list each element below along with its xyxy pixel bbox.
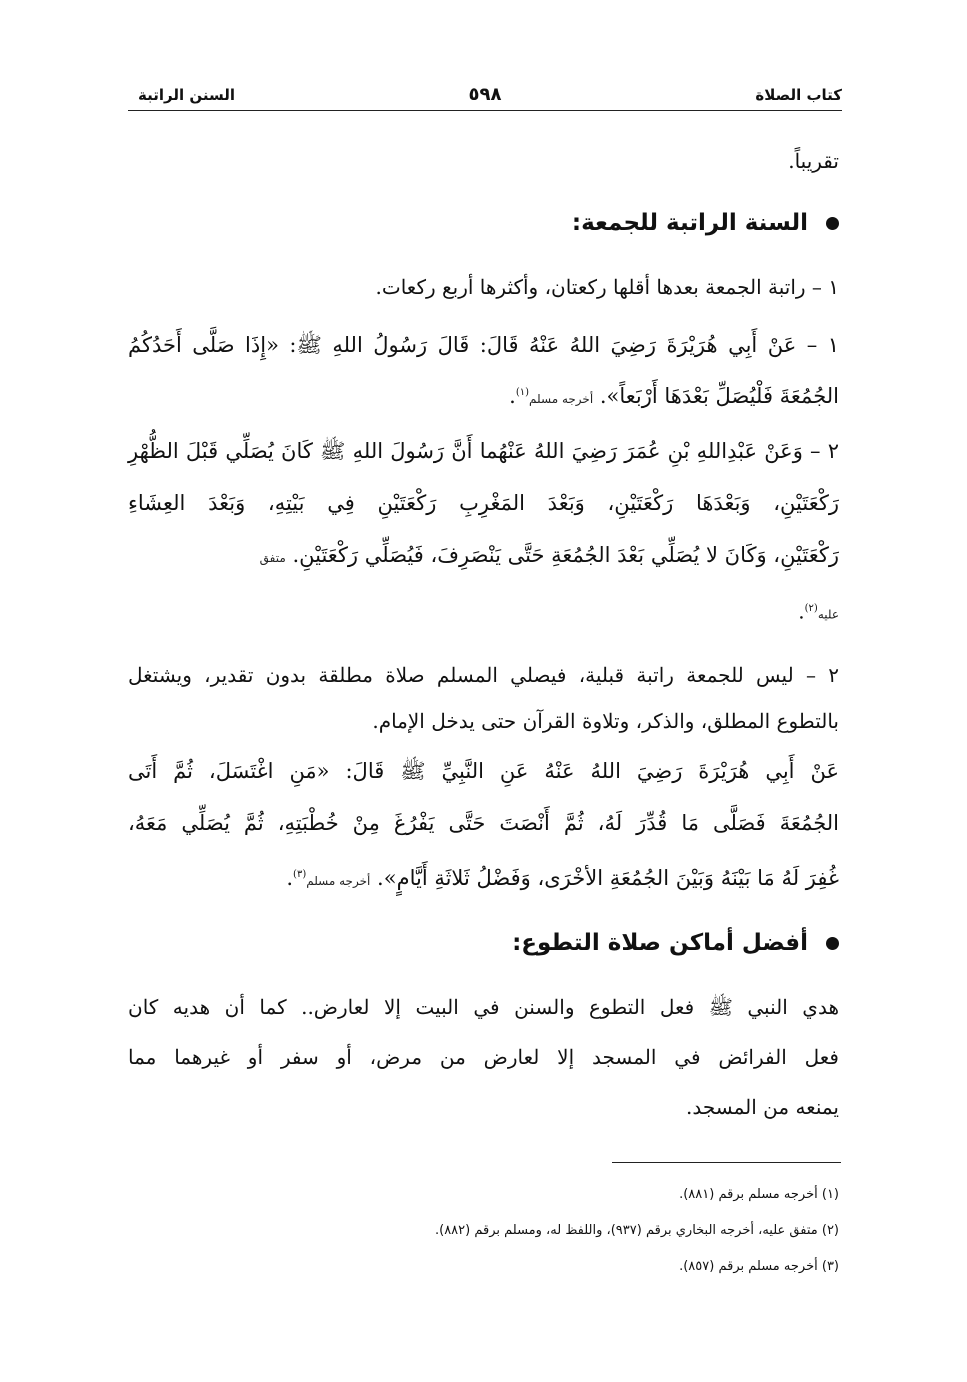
hadith-1-text: الجُمُعَةَ فَلْيُصَلِّ بَعْدَهَا أَرْبَعاً». — [599, 384, 839, 408]
hadith-2-source-a: متفق — [259, 551, 286, 565]
hadith-3-line-3: غُفِرَ لَهُ مَا بَيْنَهُ وَبَيْنَ الجُمُعَةِ الأخْرَى، وَفَضْلُ ثَلاثَةِ أَيَّامٍ». أخرجه مسلم$^{(٣)}$. — [286, 866, 839, 890]
page-number: ٥٩٨ — [468, 84, 502, 105]
bullet-icon — [826, 217, 839, 230]
section-heading-juma — [128, 208, 839, 238]
hadith-2-line-4: عليه$^{(٢)}$. — [798, 599, 839, 624]
hadith-2-line-1: ٢ – وَعَنْ عَبْدِاللهِ بْنِ عُمَرَ رَضِيَ اللهُ عَنْهُما أَنَّ رَسُولَ اللهِ ﷺ كَانَ يُصَلِّي قَبْلَ الظُّهْرِ — [128, 439, 839, 463]
footnote-ref-2: (٢) — [804, 603, 818, 614]
paragraph-line-3: يمنعه من المسجد. — [685, 1095, 839, 1119]
footnote-1: (١) أخرجه مسلم برقم (٨٨١). — [679, 1187, 839, 1202]
hadith-1-line-2: الجُمُعَةَ فَلْيُصَلِّ بَعْدَهَا أَرْبَعاً». أخرجه مسلم$^{(١)}$. — [509, 384, 839, 408]
page-header — [128, 84, 842, 111]
paragraph-line-1: هدي النبي ﷺ فعل التطوع والسنن في البيت إلا لعارض.. كما أن هديه كان — [128, 995, 839, 1019]
footnote-divider — [612, 1162, 841, 1163]
hadith-3-source: أخرجه مسلم — [306, 874, 371, 888]
bullet-icon — [826, 937, 839, 950]
hadith-2-line-2: رَكْعَتَيْنِ، وَبَعْدَهَا رَكْعَتَيْنِ، وَبَعْدَ المَغْرِبِ رَكْعَتَيْنِ فِي بَيْتِهِ، وَبَعْدَ العِشَاءِ — [128, 491, 839, 515]
footnote-3: (٣) أخرجه مسلم برقم (٨٥٧). — [679, 1259, 839, 1274]
footnote-ref-1: (١) — [515, 387, 530, 398]
footnote-ref-3: (٣) — [293, 869, 307, 880]
footnote-2: (٢) متفق عليه، أخرجه البخاري برقم (٩٣٧)، واللفظ له، ومسلم برقم (٨٨٢). — [434, 1223, 839, 1238]
chapter-title: السنن الراتبة — [138, 86, 235, 104]
hadith-1-line-1: ١ – عَنْ أَبِي هُرَيْرَةَ رَضِيَ اللهُ عَنْهُ قَالَ: قَالَ رَسُولُ اللهِ ﷺ: «إِذَا صَلَّى أَحَدُكُمُ — [128, 333, 839, 357]
paragraph-line-2: فعل الفرائض في المسجد إلا لعارض من مرض، أو سفر أو غيرهما مما — [128, 1045, 839, 1069]
heading-text: أفضل أماكن صلاة التطوع: — [512, 930, 808, 956]
point-1: ١ – راتبة الجمعة بعدها أقلها ركعتان، وأكثرها أربع ركعات. — [375, 275, 839, 299]
hadith-2-text: رَكْعَتَيْنِ، وَكَانَ لا يُصَلِّي بَعْدَ الجُمُعَةِ حَتَّى يَنْصَرِفَ، فَيُصَلِّي رَكْعَتَيْنِ. — [292, 543, 839, 567]
hadith-2-line-3 — [128, 540, 839, 573]
hadith-3-line-1: عَنْ أَبِي هُرَيْرَةَ رَضِيَ اللهُ عَنْهُ عَنِ النَّبِيِّ ﷺ قَالَ: «مَنِ اغْتَسَلَ، ثُمَّ أَتَى — [128, 759, 839, 783]
point-2-line-1: ٢ – ليس للجمعة راتبة قبلية، فيصلي المسلم صلاة مطلقة بدون تقدير، ويشتغل — [128, 663, 839, 687]
point-2-line-2: بالتطوع المطلق، والذكر، وتلاوة القرآن حتى يدخل الإمام. — [372, 709, 839, 733]
continuation-line: تقريباً. — [788, 149, 839, 173]
hadith-1-source: أخرجه مسلم — [529, 392, 594, 406]
hadith-3-text: غُفِرَ لَهُ مَا بَيْنَهُ وَبَيْنَ الجُمُعَةِ الأخْرَى، وَفَضْلُ ثَلاثَةِ أَيَّامٍ». — [377, 866, 839, 890]
heading-text: السنة الراتبة للجمعة: — [571, 210, 808, 236]
section-heading-places — [128, 928, 839, 958]
hadith-2-source-b: عليه — [817, 607, 839, 622]
book-title: كتاب الصلاة — [755, 86, 842, 104]
hadith-3-line-2: الجُمُعَةَ فَصَلَّى مَا قُدِّرَ لَهُ، ثُمَّ أَنْصَتَ حَتَّى يَفْرُغَ مِنْ خُطْبَتِهِ، ثُمَّ يُصَلِّي مَعَهُ، — [128, 811, 839, 835]
